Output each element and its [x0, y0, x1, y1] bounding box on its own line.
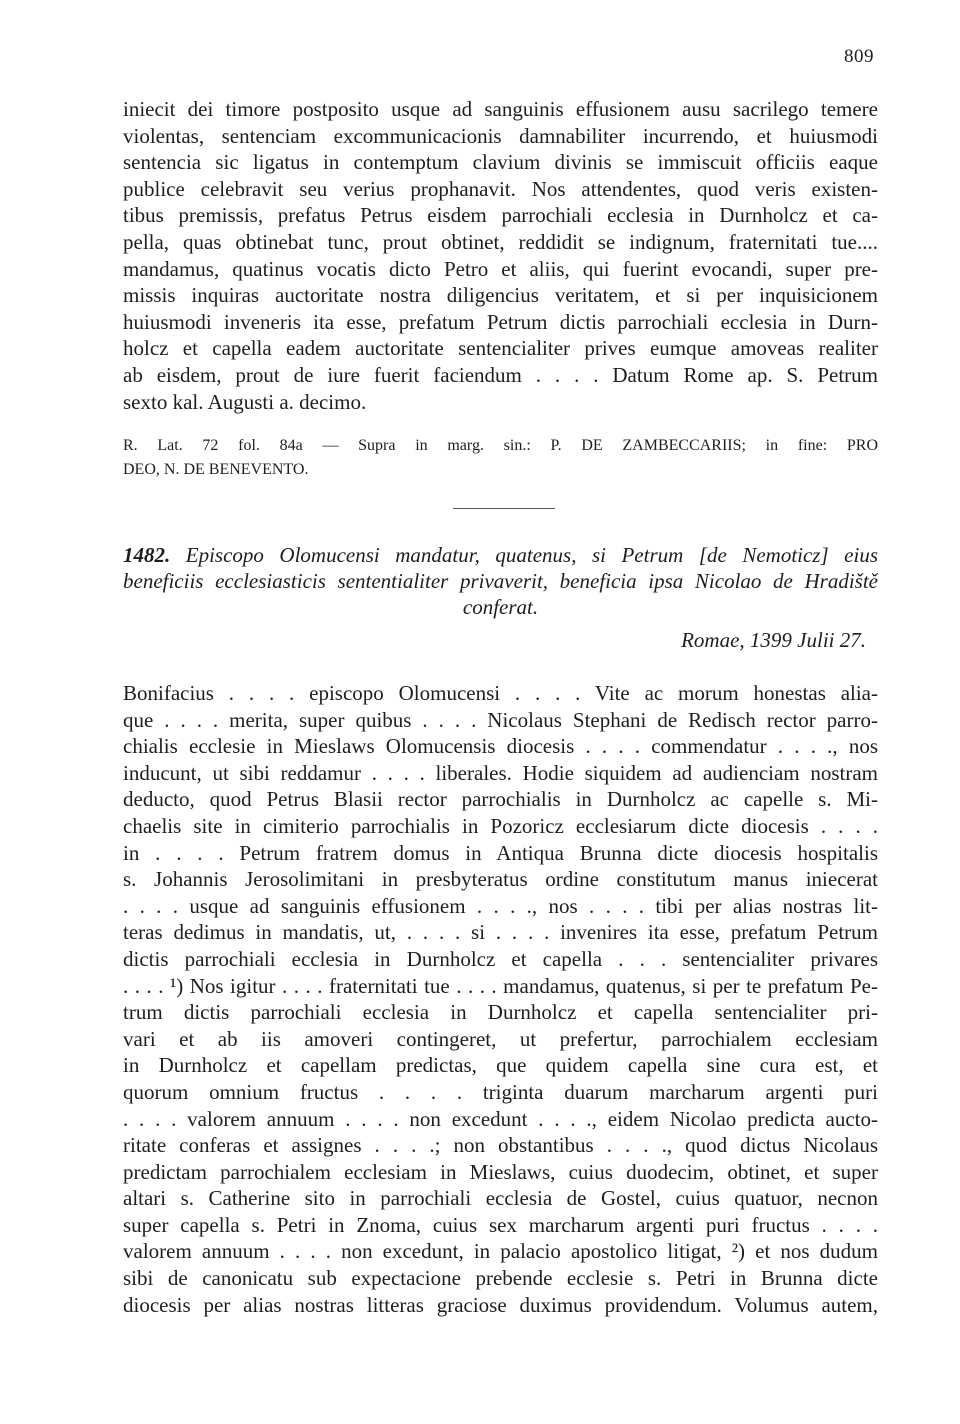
- text-line: valorem annuum . . . . non excedunt, in palacio apostolico litigat, ²) et nos dudum: [123, 1239, 878, 1264]
- text-line: Bonifacius . . . . episcopo Olomucensi . . . . Vite ac morum honestas alia-: [123, 681, 878, 705]
- text-line: ritate conferas et assignes . . . .; non obstantibus . . . ., quod dictus Nicolaus: [123, 1133, 878, 1158]
- text-line: iniecit dei timore postposito usque ad sanguinis effusionem ausu sacrilego temere: [123, 97, 878, 121]
- text-line: deducto, quod Petrus Blasii rector parrochialis in Durnholcz ac capelle s. Mi-: [123, 787, 878, 812]
- document-number: 1482.: [123, 543, 171, 567]
- text-line: sexto kal. Augusti a. decimo.: [123, 389, 367, 414]
- text-line: . . . . usque ad sanguinis effusionem . . . ., nos . . . . tibi per alias nostras lit-: [123, 893, 878, 918]
- text-line: altari s. Catherine sito in parrochiali ecclesia de Gostel, cuius quatuor, necnon: [123, 1186, 878, 1211]
- heading-line: beneficiis ecclesiasticis sententialiter privaverit, beneficia ipsa Nicolao de Hradiště: [123, 569, 878, 593]
- text-line: missis inquiras auctoritate nostra diligencius veritatem, et si per inquisicionem: [123, 283, 878, 308]
- paragraph-continuation: [123, 96, 878, 415]
- source-line: R. Lat. 72 fol. 84a — Supra in marg. sin.: P. DE ZAMBECCARIIS; in fine: PRO: [123, 437, 878, 454]
- text-line: que . . . . merita, super quibus . . . . Nicolaus Stephani de Redisch rector parro-: [123, 707, 878, 732]
- text-line: sibi de canonicatu sub expectacione prebende ecclesie s. Petri in Brunna dicte: [123, 1266, 878, 1291]
- text-line: in . . . . Petrum fratrem domus in Antiqua Brunna dicte diocesis hospitalis: [123, 840, 878, 865]
- text-line: . . . . valorem annuum . . . . non excedunt . . . ., eidem Nicolao predicta aucto-: [123, 1106, 878, 1131]
- document-heading: [123, 542, 878, 620]
- section-divider: [453, 508, 555, 509]
- text-line: diocesis per alias nostras litteras graciose duximus providendum. Volumus autem,: [123, 1292, 878, 1317]
- text-line: trum dictis parrochiali ecclesia in Durnholcz et capella sentencialiter pri-: [123, 1000, 878, 1025]
- text-line: s. Johannis Jerosolimitani in presbyteratus ordine constitutum manus iniecerat: [123, 867, 878, 892]
- text-line: vari et ab iis amoveri contingeret, ut prefertur, parrochialem ecclesiam: [123, 1026, 878, 1051]
- heading-line: Episcopo Olomucensi mandatur, quatenus, si Petrum [de Nemoticz] eius: [185, 543, 878, 567]
- heading-line: conferat.: [462, 595, 539, 619]
- text-line: in Durnholcz et capellam predictas, que quidem capella sine cura est, et: [123, 1053, 878, 1078]
- text-line: chaelis site in cimiterio parrochialis in Pozoricz ecclesiarum dicte diocesis . . . .: [123, 813, 878, 838]
- document-body: [123, 680, 878, 1318]
- text-line: pella, quas obtinebat tunc, prout obtinet, reddidit se indignum, fraternitati tue....: [123, 229, 878, 254]
- source-note: [123, 434, 878, 482]
- text-line: mandamus, quatinus vocatis dicto Petro et aliis, qui fuerint evocandi, super pre-: [123, 256, 878, 281]
- text-line: quorum omnium fructus . . . . triginta duarum marcharum argenti puri: [123, 1079, 878, 1104]
- text-line: sentencia sic ligatus in contemptum clavium divinis se immiscuit officiis eaque: [123, 150, 878, 175]
- text-line: inducunt, ut sibi reddamur . . . . liberales. Hodie siquidem ad audienciam nostram: [123, 760, 878, 785]
- dateline: Romae, 1399 Julii 27.: [681, 628, 866, 652]
- text-line: chialis ecclesie in Mieslaws Olomucensis diocesis . . . . commendatur . . . ., nos: [123, 734, 878, 759]
- text-line: huiusmodi inveneris ita esse, prefatum Petrum dictis parrochiali ecclesia in Durn-: [123, 309, 878, 334]
- text-line: violentas, sentenciam excommunicacionis damnabiliter incurrendo, et huiusmodi: [123, 123, 878, 148]
- text-line: dictis parrochiali ecclesia in Durnholcz et capella . . . sentencialiter privares: [123, 946, 878, 971]
- text-line: publice celebravit seu verius prophanavit. Nos attendentes, quod veris existen-: [123, 176, 878, 201]
- source-line: DEO, N. DE BENEVENTO.: [123, 461, 309, 478]
- text-line: teras dedimus in mandatis, ut, . . . . si . . . . invenires ita esse, prefatum Petrum: [123, 920, 878, 945]
- text-line: ab eisdem, prout de iure fuerit faciendum . . . . Datum Rome ap. S. Petrum: [123, 362, 878, 387]
- text-line: super capella s. Petri in Znoma, cuius sex marcharum argenti puri fructus . . . .: [123, 1212, 878, 1237]
- text-line: . . . . ¹) Nos igitur . . . . fraternitati tue . . . . mandamus, quatenus, si per te prefatum Pe-: [123, 973, 878, 998]
- text-line: predictam parrochialem ecclesiam in Mieslaws, cuius duodecim, obtinet, et super: [123, 1159, 878, 1184]
- page-number: 809: [844, 46, 874, 67]
- text-line: tibus premissis, prefatus Petrus eisdem parrochiali ecclesia in Durnholcz et ca-: [123, 203, 878, 228]
- text-line: holcz et capella eadem auctoritate sentencialiter prives eumque amoveas realiter: [123, 336, 878, 361]
